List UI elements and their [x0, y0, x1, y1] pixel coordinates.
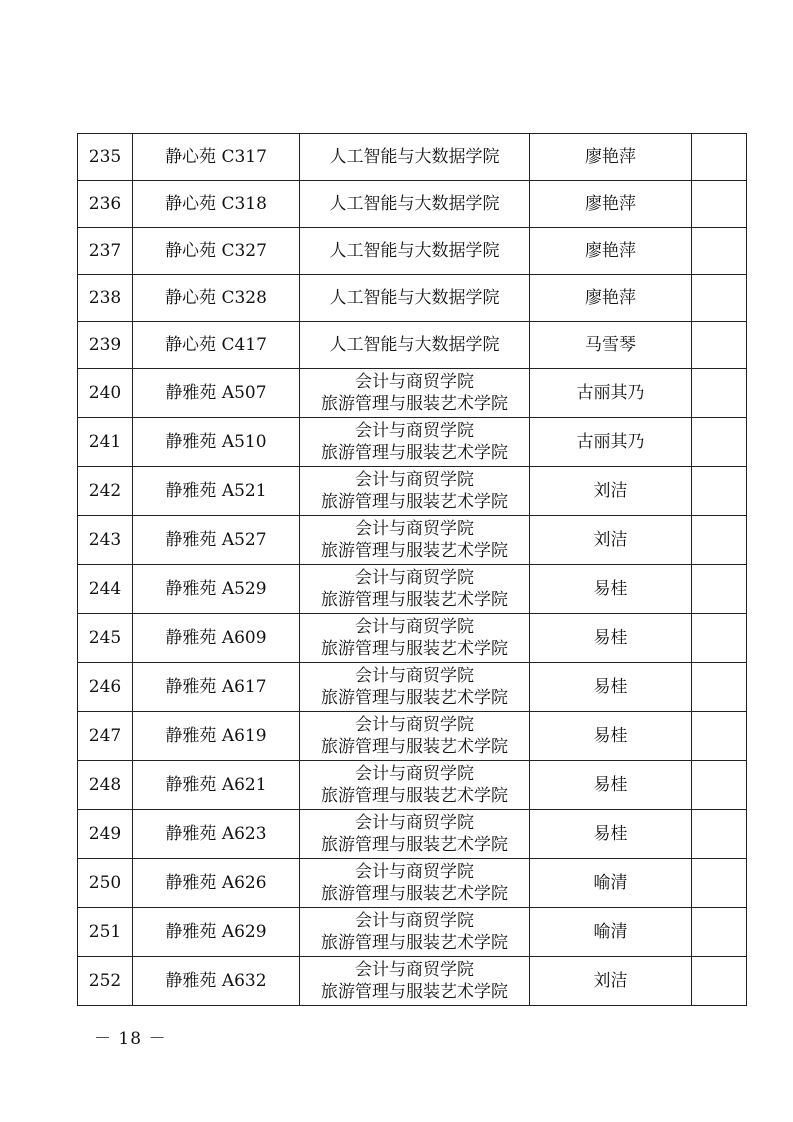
table-row — [78, 516, 747, 565]
note-cell — [692, 369, 747, 418]
person-cell: 古丽其乃 — [530, 418, 692, 467]
note-cell — [692, 663, 747, 712]
row-number-cell: 247 — [78, 712, 133, 761]
dormitory-table — [77, 133, 747, 1006]
row-number-cell: 251 — [78, 908, 133, 957]
page-number: － 18 － — [94, 1029, 167, 1049]
person-cell: 易桂 — [530, 565, 692, 614]
college-cell — [300, 228, 530, 275]
room-cell: 静心苑 C318 — [133, 181, 300, 228]
college-cell — [300, 467, 530, 516]
table-row — [78, 712, 747, 761]
college-cell — [300, 369, 530, 418]
room-cell: 静心苑 C317 — [133, 134, 300, 181]
college-cell — [300, 322, 530, 369]
person-cell: 马雪琴 — [530, 322, 692, 369]
person-cell: 廖艳萍 — [530, 181, 692, 228]
note-cell — [692, 467, 747, 516]
row-number-cell: 250 — [78, 859, 133, 908]
note-cell — [692, 565, 747, 614]
college-cell — [300, 181, 530, 228]
table-row — [78, 908, 747, 957]
room-cell: 静雅苑 A623 — [133, 810, 300, 859]
person-cell: 易桂 — [530, 663, 692, 712]
room-cell: 静雅苑 A619 — [133, 712, 300, 761]
row-number-cell: 252 — [78, 957, 133, 1006]
person-cell: 古丽其乃 — [530, 369, 692, 418]
room-cell: 静雅苑 A507 — [133, 369, 300, 418]
room-cell: 静雅苑 A527 — [133, 516, 300, 565]
row-number-cell: 236 — [78, 181, 133, 228]
note-cell — [692, 322, 747, 369]
college-cell — [300, 663, 530, 712]
note-cell — [692, 228, 747, 275]
note-cell — [692, 516, 747, 565]
table-row — [78, 663, 747, 712]
college-name: 旅游管理与服装艺术学院 — [321, 786, 508, 806]
college-cell — [300, 712, 530, 761]
college-cell — [300, 565, 530, 614]
table-row — [78, 761, 747, 810]
college-name: 会计与商贸学院 — [355, 960, 474, 980]
table-row — [78, 181, 747, 228]
table-row — [78, 418, 747, 467]
college-name: 旅游管理与服装艺术学院 — [321, 394, 508, 414]
room-cell: 静雅苑 A632 — [133, 957, 300, 1006]
table-row — [78, 369, 747, 418]
college-name: 旅游管理与服装艺术学院 — [321, 737, 508, 757]
table-row — [78, 134, 747, 181]
college-name: 会计与商贸学院 — [355, 372, 474, 392]
note-cell — [692, 908, 747, 957]
college-name: 旅游管理与服装艺术学院 — [321, 982, 508, 1002]
row-number-cell: 243 — [78, 516, 133, 565]
row-number-cell: 238 — [78, 275, 133, 322]
college-name: 会计与商贸学院 — [355, 568, 474, 588]
person-cell: 喻清 — [530, 859, 692, 908]
college-name: 旅游管理与服装艺术学院 — [321, 884, 508, 904]
college-name: 会计与商贸学院 — [355, 519, 474, 539]
college-cell — [300, 908, 530, 957]
college-name: 人工智能与大数据学院 — [329, 241, 500, 261]
person-cell: 廖艳萍 — [530, 134, 692, 181]
row-number-cell: 239 — [78, 322, 133, 369]
person-cell: 易桂 — [530, 810, 692, 859]
room-cell: 静雅苑 A626 — [133, 859, 300, 908]
person-cell: 刘洁 — [530, 467, 692, 516]
room-cell: 静雅苑 A529 — [133, 565, 300, 614]
table-row — [78, 275, 747, 322]
room-cell: 静雅苑 A521 — [133, 467, 300, 516]
table-row — [78, 614, 747, 663]
college-name: 旅游管理与服装艺术学院 — [321, 688, 508, 708]
college-name: 会计与商贸学院 — [355, 911, 474, 931]
note-cell — [692, 134, 747, 181]
college-cell — [300, 516, 530, 565]
row-number-cell: 249 — [78, 810, 133, 859]
college-name: 会计与商贸学院 — [355, 764, 474, 784]
college-name: 会计与商贸学院 — [355, 470, 474, 490]
table-row — [78, 957, 747, 1006]
note-cell — [692, 957, 747, 1006]
table-row — [78, 810, 747, 859]
college-name: 旅游管理与服装艺术学院 — [321, 492, 508, 512]
person-cell: 刘洁 — [530, 516, 692, 565]
row-number-cell: 235 — [78, 134, 133, 181]
college-name: 会计与商贸学院 — [355, 666, 474, 686]
college-cell — [300, 859, 530, 908]
row-number-cell: 245 — [78, 614, 133, 663]
college-name: 旅游管理与服装艺术学院 — [321, 639, 508, 659]
college-name: 旅游管理与服装艺术学院 — [321, 443, 508, 463]
row-number-cell: 242 — [78, 467, 133, 516]
row-number-cell: 246 — [78, 663, 133, 712]
college-name: 旅游管理与服装艺术学院 — [321, 835, 508, 855]
note-cell — [692, 761, 747, 810]
table-row — [78, 228, 747, 275]
note-cell — [692, 181, 747, 228]
person-cell: 易桂 — [530, 712, 692, 761]
row-number-cell: 244 — [78, 565, 133, 614]
room-cell: 静雅苑 A629 — [133, 908, 300, 957]
college-name: 人工智能与大数据学院 — [329, 288, 500, 308]
table-body — [78, 134, 747, 1006]
college-name: 人工智能与大数据学院 — [329, 335, 500, 355]
person-cell: 廖艳萍 — [530, 228, 692, 275]
note-cell — [692, 810, 747, 859]
row-number-cell: 241 — [78, 418, 133, 467]
college-name: 会计与商贸学院 — [355, 715, 474, 735]
college-name: 旅游管理与服装艺术学院 — [321, 541, 508, 561]
college-name: 人工智能与大数据学院 — [329, 147, 500, 167]
college-cell — [300, 275, 530, 322]
person-cell: 廖艳萍 — [530, 275, 692, 322]
college-name: 人工智能与大数据学院 — [329, 194, 500, 214]
room-cell: 静心苑 C417 — [133, 322, 300, 369]
college-cell — [300, 761, 530, 810]
person-cell: 易桂 — [530, 614, 692, 663]
note-cell — [692, 859, 747, 908]
note-cell — [692, 614, 747, 663]
table-row — [78, 859, 747, 908]
college-cell — [300, 418, 530, 467]
note-cell — [692, 275, 747, 322]
college-name: 会计与商贸学院 — [355, 862, 474, 882]
person-cell: 刘洁 — [530, 957, 692, 1006]
row-number-cell: 240 — [78, 369, 133, 418]
college-name: 会计与商贸学院 — [355, 421, 474, 441]
room-cell: 静雅苑 A621 — [133, 761, 300, 810]
college-name: 会计与商贸学院 — [355, 617, 474, 637]
college-name: 旅游管理与服装艺术学院 — [321, 933, 508, 953]
room-cell: 静心苑 C328 — [133, 275, 300, 322]
college-name: 旅游管理与服装艺术学院 — [321, 590, 508, 610]
table-row — [78, 565, 747, 614]
college-cell — [300, 957, 530, 1006]
row-number-cell: 248 — [78, 761, 133, 810]
note-cell — [692, 712, 747, 761]
college-cell — [300, 614, 530, 663]
college-cell — [300, 810, 530, 859]
person-cell: 易桂 — [530, 761, 692, 810]
room-cell: 静雅苑 A510 — [133, 418, 300, 467]
room-cell: 静雅苑 A609 — [133, 614, 300, 663]
college-name: 会计与商贸学院 — [355, 813, 474, 833]
room-cell: 静雅苑 A617 — [133, 663, 300, 712]
table-row — [78, 467, 747, 516]
room-cell: 静心苑 C327 — [133, 228, 300, 275]
person-cell: 喻清 — [530, 908, 692, 957]
note-cell — [692, 418, 747, 467]
table-row — [78, 322, 747, 369]
college-cell — [300, 134, 530, 181]
row-number-cell: 237 — [78, 228, 133, 275]
